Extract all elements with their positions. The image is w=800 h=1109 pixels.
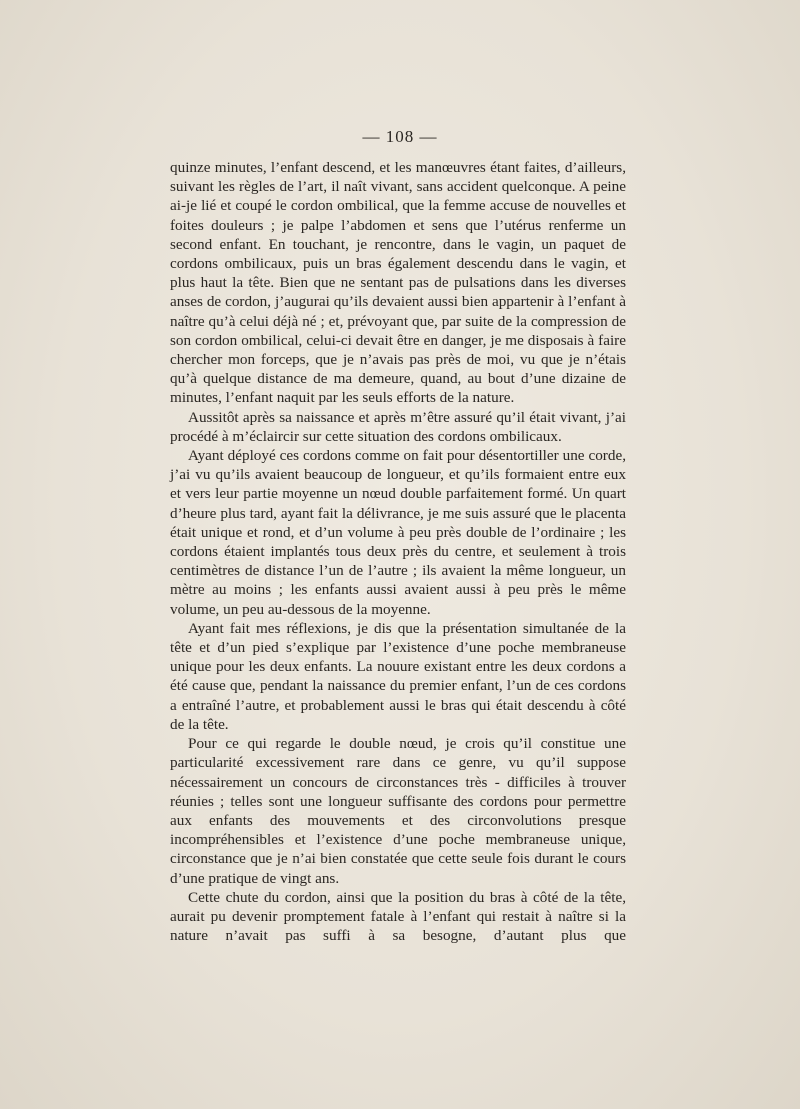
paragraph-5: Pour ce qui regarde le double nœud, je crois qu’il constitue une particularité excessivement rare dans ce genre, vu qu’il suppose nécessairement un concours de circonstances très - difficiles à trouver réunies ; telles sont une longueur suffisante des cordons pour permettre aux enfants des mouvements et des circonvolutions presque incompréhensibles et l’existence d’une poche membraneuse unique, circonstance que je n’ai bien constatée que cette seule fois durant le cours d’une pratique de vingt ans. xyxy=(170,735,626,887)
paragraph-2: Aussitôt après sa naissance et après m’être assuré qu’il était vivant, j’ai procédé à m’éclaircir sur cette situation des cordons ombilicaux. xyxy=(170,408,626,445)
paragraph-1: quinze minutes, l’enfant descend, et les manœuvres étant faites, d’ailleurs, suivant les règles de l’art, il naît vivant, sans accident quelconque. A peine ai-je lié et coupé le cordon ombilical, que la femme accuse de nouvelles et foites douleurs ; je palpe l’abdomen et sens que l’utérus renferme un second enfant. En touchant, je rencontre, dans le vagin, un paquet de cordons ombilicaux, puis un bras également descendu dans le vagin, et plus haut la tête. Bien que ne sentant pas de pulsations dans les diverses anses de cordon, j’augurai qu’ils devaient aussi bien appartenir à l’enfant à naître qu’à celui déjà né ; et, prévoyant que, par suite de la compression de son cordon ombilical, celui-ci devait être en danger, je me disposais à faire chercher mon forceps, que je n’avais pas près de moi, vu que je n’étais qu’à quelque distance de ma demeure, quand, au bout d’une dizaine de minutes, l’enfant naquit par les seuls efforts de la nature. xyxy=(170,159,626,407)
paragraph-4: Ayant fait mes réflexions, je dis que la présentation simultanée de la tête et d’un pied s’explique par l’existence d’une poche membraneuse unique pour les deux enfants. La nouure existant entre les deux cordons a été cause que, pendant la naissance du premier enfant, l’un de ces cordons a entraîné l’autre, et probablement aussi le bras qui était descendu à côté de la tête. xyxy=(170,619,626,733)
paragraph-6: Cette chute du cordon, ainsi que la position du bras à côté de la tête, aurait pu devenir promptement fatale à l’enfant qui restait à naître si la nature n’avait pas suffi à sa besogne, d’autant plus que xyxy=(170,888,626,945)
page-number: — 108 — xyxy=(362,127,438,146)
paragraph-3: Ayant déployé ces cordons comme on fait pour désentortiller une corde, j’ai vu qu’ils avaient beaucoup de longueur, et qu’ils formaient entre eux et vers leur partie moyenne un nœud double parfaitement formé. Un quart d’heure plus tard, ayant fait la délivrance, je me suis assuré que le placenta était unique et rond, et d’un volume à peu près double de l’ordinaire ; les cordons étaient implantés tous deux près du centre, et seulement à trois centimètres de distance l’un de l’autre ; ils avaient la même longueur, un mètre au moins ; les enfants aussi avaient aussi à peu près le même volume, un peu au-dessous de la moyenne. xyxy=(170,447,626,618)
body-text xyxy=(170,158,626,945)
